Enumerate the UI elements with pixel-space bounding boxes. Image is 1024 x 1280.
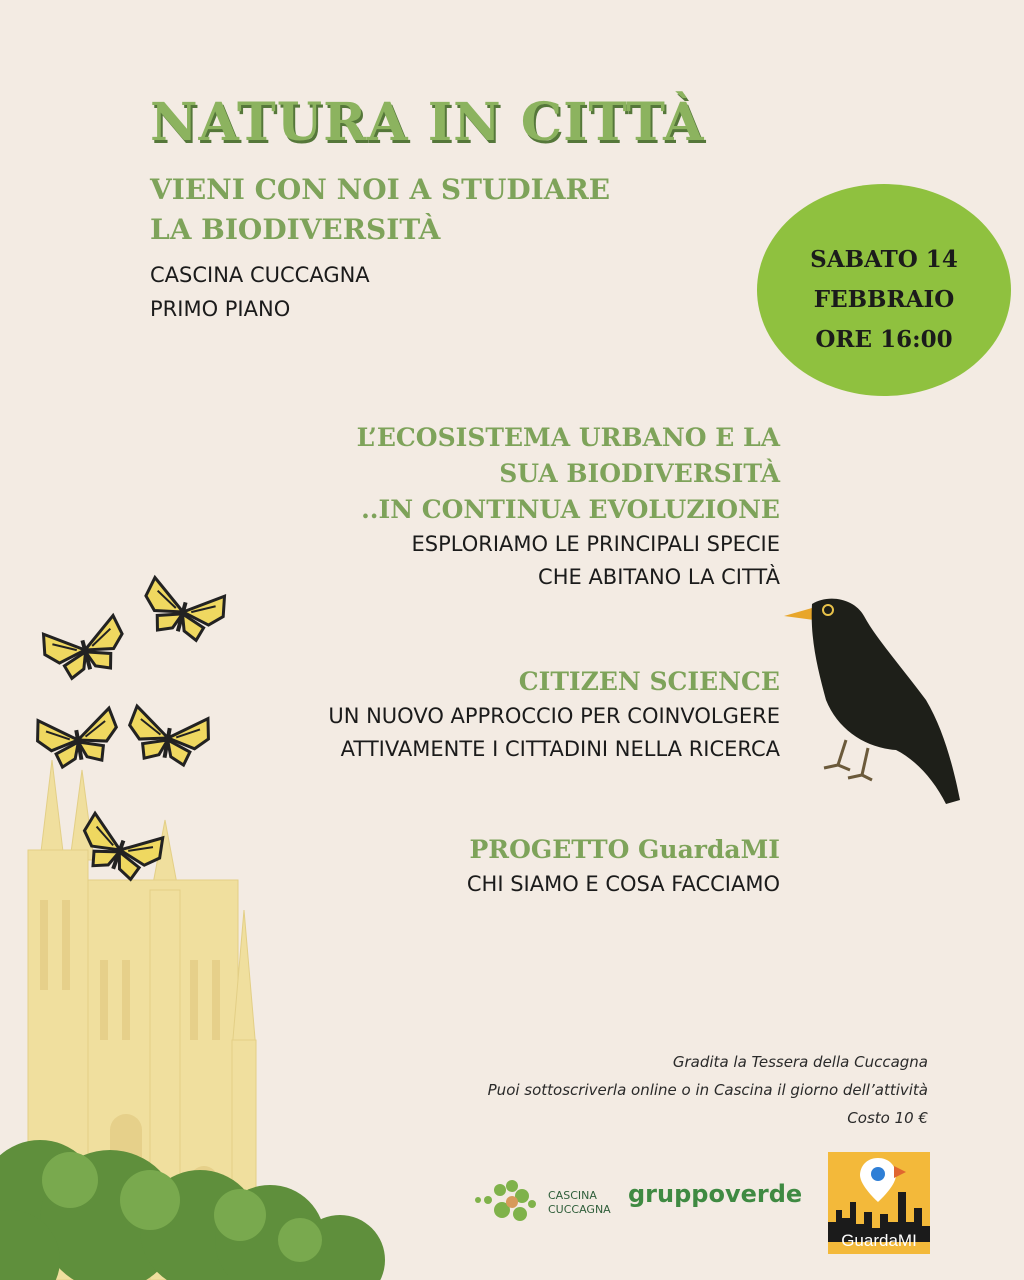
footer-line: Gradita la Tessera della Cuccagna (672, 1053, 928, 1071)
date-badge (757, 184, 1011, 396)
date-text (757, 240, 1011, 360)
subtitle-line: VIENI CON NOI A STUDIARE (150, 173, 611, 206)
gruppoverde-logo: gruppoverde (628, 1180, 803, 1208)
date-line: SABATO 14 (810, 246, 958, 273)
section-guardami (467, 832, 780, 901)
subtitle-line: LA BIODIVERSITÀ (150, 213, 441, 246)
section-body: ATTIVAMENTE I CITTADINI NELLA RICERCA (340, 737, 780, 761)
section-body: CHI SIAMO E COSA FACCIAMO (466, 872, 780, 896)
page-title: NATURA IN CITTÀ (150, 92, 705, 153)
guardami-logo (828, 1152, 930, 1254)
section-title: PROGETTO GuardaMI (469, 835, 780, 864)
footer-line: Puoi sottoscriverla online o in Cascina il giorno dell’attività (487, 1081, 928, 1099)
section-ecosystem (357, 420, 780, 594)
logo-label: CASCINA (548, 1189, 597, 1202)
section-title: CITIZEN SCIENCE (518, 667, 780, 696)
venue-line: PRIMO PIANO (150, 297, 291, 321)
date-line: FEBBRAIO (813, 286, 955, 313)
subtitle (150, 170, 610, 250)
section-title: SUA BIODIVERSITÀ (499, 459, 780, 488)
cuccagna-mark-icon (472, 1176, 544, 1232)
logo-label: GuardaMI (841, 1231, 917, 1250)
footer-note (488, 1048, 928, 1132)
price-line: Costo 10 € (847, 1109, 928, 1127)
section-citizen-science (328, 664, 780, 766)
blackbird-illustration (776, 590, 966, 810)
venue-line: CASCINA CUCCAGNA (150, 263, 370, 287)
venue (150, 258, 370, 326)
section-title: L’ECOSISTEMA URBANO E LA (356, 423, 780, 452)
section-body: CHE ABITANO LA CITTÀ (538, 565, 780, 589)
logo-label: CUCCAGNA (548, 1203, 611, 1216)
section-body: ESPLORIAMO LE PRINCIPALI SPECIE (411, 532, 780, 556)
section-body: UN NUOVO APPROCCIO PER COINVOLGERE (328, 704, 780, 728)
section-title: ..IN CONTINUA EVOLUZIONE (361, 495, 780, 524)
time-line: ORE 16:00 (815, 326, 953, 353)
cascina-cuccagna-logo (472, 1176, 622, 1232)
